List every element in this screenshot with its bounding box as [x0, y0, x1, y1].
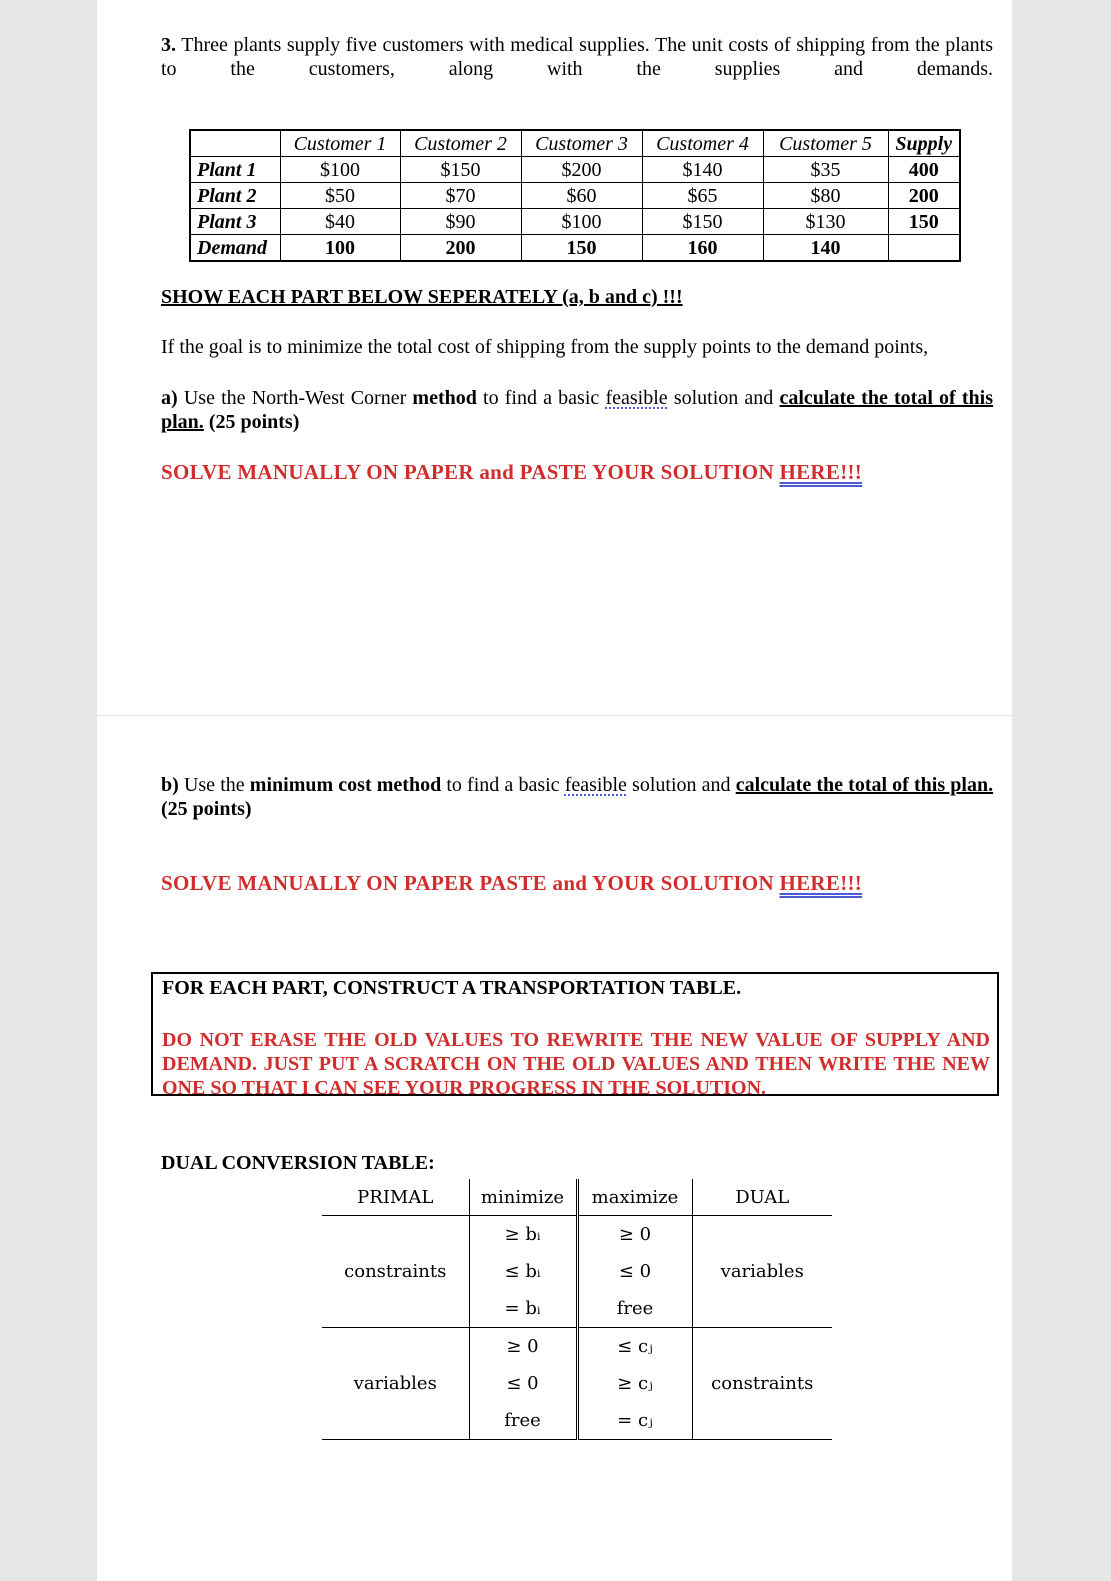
problem-statement [161, 33, 993, 81]
dual-row [322, 1328, 832, 1366]
max-cell: ≤ cⱼ [577, 1328, 692, 1366]
dual-conversion-table [322, 1179, 832, 1440]
primal-variables: variables [322, 1328, 469, 1440]
part-a-text-1: Use the North-West Corner [183, 387, 407, 409]
solve-a-here: HERE!!! [779, 460, 863, 484]
demand-cell: 100 [280, 235, 400, 262]
table-row [190, 157, 960, 183]
col-header-supply: Supply [888, 130, 960, 157]
supply-cell: 400 [888, 157, 960, 183]
solve-b-here: HERE!!! [779, 871, 863, 895]
cost-cell: $150 [642, 209, 763, 235]
col-header: Customer 2 [400, 130, 521, 157]
primal-constraints: constraints [322, 1216, 469, 1328]
supply-cell: 150 [888, 209, 960, 235]
dual-constraints: constraints [692, 1328, 832, 1440]
header-primal: PRIMAL [322, 1179, 469, 1216]
min-cell: free [469, 1402, 577, 1440]
max-cell: ≤ 0 [577, 1253, 692, 1290]
cost-cell: $140 [642, 157, 763, 183]
table-corner [190, 130, 280, 157]
part-b-text-2: to find a basic [446, 774, 560, 796]
min-cell: ≤ 0 [469, 1365, 577, 1402]
demand-cell: 140 [763, 235, 888, 262]
demand-header: Demand [190, 235, 280, 262]
page-1 [97, 0, 1012, 715]
part-a-method: method [412, 387, 477, 409]
col-header: Customer 1 [280, 130, 400, 157]
max-cell: ≥ 0 [577, 1216, 692, 1254]
instruction-line-2: DO NOT ERASE THE OLD VALUES TO REWRITE THE NEW VALUE OF SUPPLY AND DEMAND. JUST PUT A SCRATCH ON THE OLD VALUES AND THEN WRITE THE NEW ONE SO THAT I CAN SEE YOUR PROGRESS IN THE SOLUTION. [162, 1029, 990, 1099]
part-a-text-2: to find a basic [483, 387, 600, 409]
solve-b-instruction [161, 871, 862, 895]
supply-demand-table [189, 129, 961, 262]
part-b-feasible: feasible [564, 774, 627, 796]
max-cell: = cⱼ [577, 1402, 692, 1440]
part-b-method: minimum cost method [249, 774, 442, 796]
goal-text: If the goal is to minimize the total cost of shipping from the supply points to the demand points, [161, 336, 929, 358]
header-dual: DUAL [692, 1179, 832, 1216]
demand-cell: 150 [521, 235, 642, 262]
col-header: Customer 4 [642, 130, 763, 157]
solve-b-text: SOLVE MANUALLY ON PAPER PASTE and YOUR SOLUTION [161, 871, 774, 895]
dual-variables: variables [692, 1216, 832, 1328]
row-header: Plant 3 [190, 209, 280, 235]
header-minimize: minimize [469, 1179, 577, 1216]
cost-cell: $130 [763, 209, 888, 235]
cost-cell: $50 [280, 183, 400, 209]
max-cell: ≥ cⱼ [577, 1365, 692, 1402]
problem-number: 3. [161, 34, 176, 56]
demand-cell: 200 [400, 235, 521, 262]
cost-cell: $70 [400, 183, 521, 209]
part-b [161, 773, 993, 821]
part-a-calculate: calculate the total of this plan. [161, 387, 994, 433]
solve-a-instruction [161, 460, 862, 484]
table-row [190, 209, 960, 235]
part-a-feasible: feasible [605, 387, 668, 409]
table-row [190, 183, 960, 209]
part-b-calculate: calculate the total of this plan. [735, 774, 994, 796]
min-cell: ≥ bᵢ [469, 1216, 577, 1254]
dual-row [322, 1216, 832, 1254]
max-cell: free [577, 1290, 692, 1328]
page-2 [97, 716, 1012, 1581]
solve-a-text: SOLVE MANUALLY ON PAPER and PASTE YOUR SOLUTION [161, 460, 774, 484]
part-a [161, 386, 993, 434]
part-a-label: a) [161, 387, 178, 409]
part-b-text-1: Use the [183, 774, 245, 796]
row-header: Plant 1 [190, 157, 280, 183]
col-header: Customer 3 [521, 130, 642, 157]
part-b-text-3: solution and [632, 774, 731, 796]
cost-cell: $200 [521, 157, 642, 183]
demand-cell: 160 [642, 235, 763, 262]
instruction-line-1: FOR EACH PART, CONSTRUCT A TRANSPORTATION TABLE. [162, 977, 742, 999]
part-b-points: (25 points) [161, 798, 252, 820]
col-header: Customer 5 [763, 130, 888, 157]
problem-text: Three plants supply five customers with medical supplies. The unit costs of shipping from the plants to the customers, along with the supplies and demands. [161, 34, 993, 80]
cost-cell: $65 [642, 183, 763, 209]
supply-cell: 200 [888, 183, 960, 209]
min-cell: ≥ 0 [469, 1328, 577, 1366]
demand-row [190, 235, 960, 262]
header-maximize: maximize [577, 1179, 692, 1216]
cost-cell: $40 [280, 209, 400, 235]
part-a-text-3: solution and [673, 387, 774, 409]
part-b-label: b) [161, 774, 179, 796]
cost-cell: $80 [763, 183, 888, 209]
instruction-box [151, 972, 999, 1099]
empty-cell [888, 235, 960, 262]
cost-cell: $35 [763, 157, 888, 183]
dual-header-row [322, 1179, 832, 1216]
min-cell: ≤ bᵢ [469, 1253, 577, 1290]
cost-cell: $60 [521, 183, 642, 209]
show-each-part-heading: SHOW EACH PART BELOW SEPERATELY (a, b and c) !!! [161, 286, 683, 308]
min-cell: = bᵢ [469, 1290, 577, 1328]
row-header: Plant 2 [190, 183, 280, 209]
dual-table-title: DUAL CONVERSION TABLE: [161, 1152, 435, 1174]
cost-cell: $100 [521, 209, 642, 235]
cost-cell: $90 [400, 209, 521, 235]
part-a-points: (25 points) [208, 411, 300, 433]
cost-cell: $100 [280, 157, 400, 183]
cost-cell: $150 [400, 157, 521, 183]
